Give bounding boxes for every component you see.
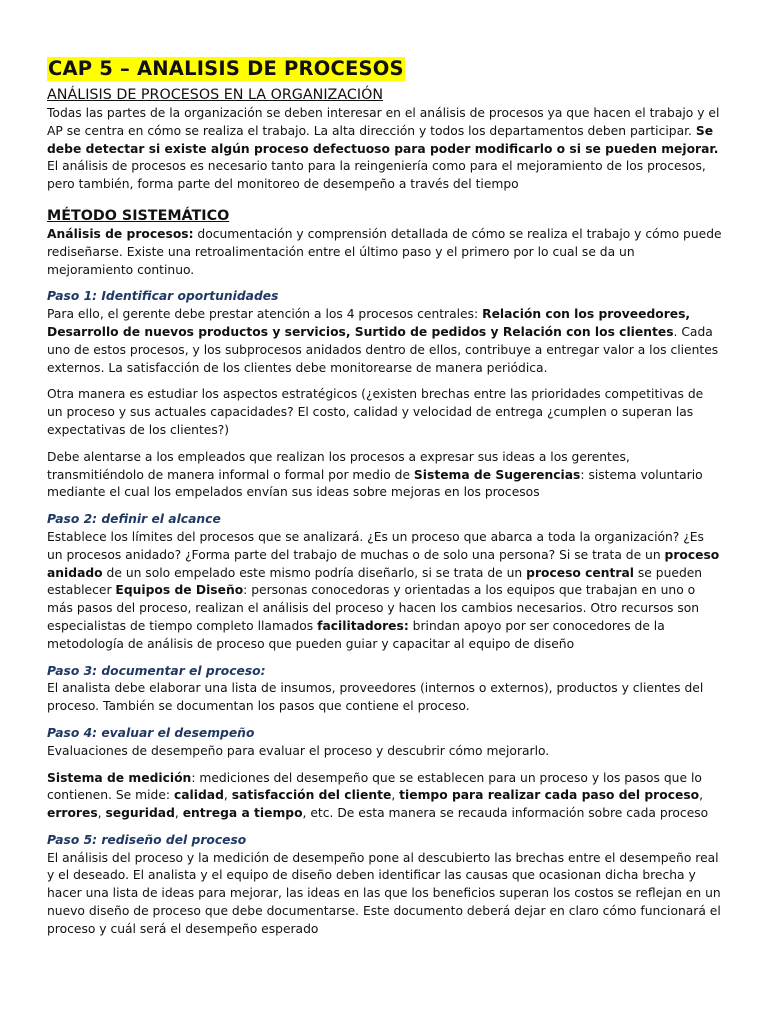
bold-text-run: tiempo para realizar cada paso del proceso [399, 788, 700, 803]
text-run: . Cada uno de estos procesos, y los subprocesos anidados dentro de ellos, contribuye a entregar valor a los clientes externos. La satisfacción de los clientes debe monitorearse de manera periódica. [47, 324, 719, 375]
section-analysis-paragraph [47, 105, 722, 194]
step-1-paragraph-3 [47, 449, 722, 502]
text-run: El análisis de procesos es necesario tanto para la reingeniería como para el mejoramiento de los procesos, pero también, forma parte del monitoreo de desempeño a través del tiempo [47, 159, 706, 192]
bold-text-run: proceso central [526, 565, 634, 580]
bold-text-run: Sistema de medición [47, 770, 192, 785]
step-1-paragraph-2: Otra manera es estudiar los aspectos estratégicos (¿existen brechas entre las prioridades competitivas de un proceso y sus actuales capacidades? El costo, calidad y velocidad de entrega ¿cumplen o superan las expectativas de los clientes?) [47, 387, 704, 437]
bold-text-run: errores [47, 806, 98, 821]
step-2-paragraph [47, 529, 722, 654]
text-run: de un solo empelado este mismo podría diseñarlo, si se trata de un [102, 565, 527, 580]
bold-text-run: proceso anidado [47, 547, 720, 580]
bold-text-run: Se debe detectar si existe algún proceso defectuoso para poder modificarlo o si se pueden mejorar. [47, 123, 719, 156]
section-heading-analysis: ANÁLISIS DE PROCESOS EN LA ORGANIZACIÓN [47, 87, 384, 103]
text-run: , [97, 806, 106, 821]
bold-text-run: facilitadores: [317, 618, 409, 633]
bold-text-run: seguridad [105, 806, 175, 821]
step-3-paragraph: El analista debe elaborar una lista de insumos, proveedores (internos o externos), productos y clientes del proceso. También se documentan los pasos que contiene el proceso. [47, 681, 704, 714]
bold-text-run: entrega a tiempo [182, 806, 303, 821]
bold-text-run: Equipos de Diseño [115, 583, 244, 598]
text-run: Todas las partes de la organización se deben interesar en el análisis de procesos ya que hacen el trabajo y el AP se centra en cómo se realiza el trabajo. La alta dirección y todos los departamentos deben participar. [47, 106, 720, 138]
text-run: documentación y comprensión detallada de cómo se realiza el trabajo y cómo puede rediseñarse. Existe una retroalimentación entre el último paso y el primero por lo cual se da un mejoramiento continuo. [47, 226, 722, 277]
text-run: : mediciones del desempeño que se establecen para un proceso y los pasos que lo contienen. Se mide: [47, 770, 702, 803]
section-method-paragraph [47, 226, 722, 279]
text-run: Para ello, el gerente debe prestar atención a los 4 procesos centrales: [47, 307, 483, 322]
bold-text-run: satisfacción del cliente [231, 788, 392, 803]
step-4-paragraph-1: Evaluaciones de desempeño para evaluar el proceso y descubrir cómo mejorarlo. [47, 743, 550, 758]
bold-text-run: Análisis de procesos: [47, 226, 194, 241]
step-5-paragraph: El análisis del proceso y la medición de desempeño pone al descubierto las brechas entre el desempeño real y el deseado. El analista y el equipo de diseño deben identificar las causas que ocasionan dicha brecha y hacer una lista de ideas para mejorar, las ideas en las que los beneficios superan los costos se reflejan en un nuevo diseño de proceso que debe documentarse. Este documento deberá dejar en claro cómo funcionará el proceso y cuál será el desempeño esperado [47, 850, 721, 936]
bold-text-run: calidad [173, 788, 224, 803]
text-run: , [174, 806, 183, 821]
text-run: Establece los límites del procesos que se analizará. ¿Es un proceso que abarca a toda la organización? ¿Es un procesos anidado? ¿Forma parte del trabajo de muchas o de solo una persona? Si se trata de un [47, 529, 704, 562]
text-run: : personas conocedoras y orientadas a los equipos que trabajan en uno o más pasos del proceso, realizan el análisis del proceso y hacen los cambios necesarios. Otro recursos son especialistas de tiempo completo llamados [47, 583, 700, 633]
text-run: se pueden establecer [47, 565, 703, 598]
bold-text-run: Relación con los proveedores, Desarrollo de nuevos productos y servicios, Surtido de pedidos y Relación con los clientes [47, 307, 691, 339]
text-run: , [699, 788, 704, 803]
text-run: , etc. De esta manera se recauda información sobre cada proceso [302, 806, 709, 821]
step-3-heading: Paso 3: documentar el proceso: [47, 663, 266, 678]
text-run: brindan apoyo por ser conocedores de la metodología de análisis de proceso que pueden guiar y capacitar al equipo de diseño [47, 618, 665, 651]
text-run: , [223, 788, 232, 803]
step-2-heading: Paso 2: definir el alcance [47, 512, 221, 527]
bold-text-run: Sistema de Sugerencias [413, 467, 581, 482]
text-run: , [391, 788, 400, 803]
step-1-heading: Paso 1: Identificar oportunidades [47, 289, 279, 304]
text-run: : sistema voluntario mediante el cual los empelados envían sus ideas sobre mejoras en los procesos [47, 467, 703, 500]
step-5-heading: Paso 5: rediseño del proceso [47, 832, 247, 847]
chapter-title: CAP 5 – ANALISIS DE PROCESOS [48, 57, 404, 80]
text-run: Debe alentarse a los empleados que realizan los procesos a expresar sus ideas a los gerentes, transmitiéndolo de manera informal o formal por medio de [47, 449, 630, 482]
step-1-paragraph-1 [47, 306, 722, 377]
step-4-heading: Paso 4: evaluar el desempeño [47, 725, 255, 740]
step-4-paragraph-2 [47, 770, 722, 823]
section-heading-method: MÉTODO SISTEMÁTICO [47, 207, 230, 224]
